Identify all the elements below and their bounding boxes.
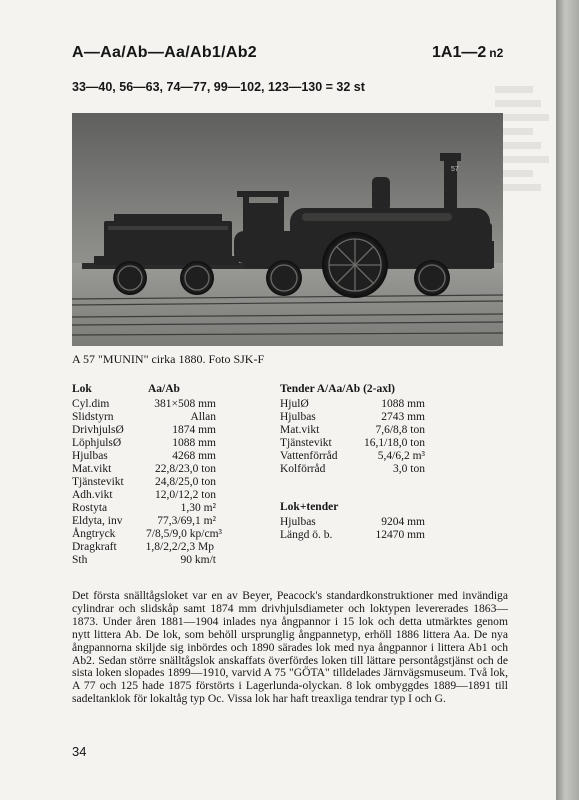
axle-suffix: n2 (489, 46, 504, 60)
spec-value: 7/8,5/9,0 kp/cm³ (146, 528, 222, 540)
spec-label: LöphjulsØ (72, 437, 122, 449)
spec-value: Allan (190, 411, 216, 423)
table-row (72, 476, 216, 489)
spec-label: Hjulbas (280, 411, 316, 423)
table-row (280, 411, 425, 424)
spec-value: 5,4/6,2 m³ (377, 450, 425, 462)
table-row (72, 541, 214, 554)
table-row (72, 463, 216, 476)
description-paragraph: Det första snälltågsloket var en av Beyer, Peacock's standardkonstruktioner med invändiga cylindrar och slidskåp samt 1874 mm drivhjulsdiameter och loktypen levererades 1863—1873. Under åren 1881—1904 inlades nya ångpannor i 15 lok och detta utmärktes genom nytt littera Ab. De lok, som behöll ursprunglig ångpannetyp, erhöll 1886 littera Aa. De nya ångpannorna skiljde sig inbördes och 1890 särades lok med nya ångpannor i littera Ab1 och Ab2. Sedan större snälltågslok anskaffats överfördes loken till lättare persontågstjänst och de sista loken slopades 1899—1910, varvid A 75 "GÖTA" tilldelades Järnvägsmuseum. Två lok, A 77 och 125 hade 1875 förstörts i Lagerlunda-olyckan. 8 lok ombyggdes 1889—1891 till sadeltanklok för lokaltåg typ Oc. Vissa lok har haft treaxliga tendrar typ I och G. (72, 589, 508, 706)
spec-label: DrivhjulsØ (72, 424, 124, 436)
show-through-line (495, 100, 541, 107)
table-row (72, 528, 222, 541)
spec-label: Slidstyrn (72, 411, 114, 423)
spec-label: Kolförråd (280, 463, 326, 475)
spec-label: Hjulbas (72, 450, 108, 462)
axle-arrangement (432, 44, 503, 62)
spec-value: 1088 mm (381, 398, 425, 410)
spec-value: 1088 mm (172, 437, 216, 449)
spec-label: HjulØ (280, 398, 309, 410)
spec-value: 9204 mm (381, 516, 425, 528)
table-row (72, 398, 216, 411)
spec-value: 1,30 m² (180, 502, 216, 514)
spec-label: Cyl.dim (72, 398, 110, 410)
spec-value: 16,1/18,0 ton (363, 437, 425, 449)
book-binding-edge (556, 0, 579, 800)
table-row (280, 437, 425, 450)
show-through-line (495, 156, 549, 163)
smokebox-number: 57 (451, 166, 459, 173)
lok-table-header: Lok (72, 383, 92, 395)
table-row (280, 463, 425, 476)
show-through-line (495, 86, 533, 93)
spec-value: 7,6/8,8 ton (375, 424, 425, 436)
table-row (72, 424, 216, 437)
spec-value: 2743 mm (381, 411, 425, 423)
spec-label: Längd ö. b. (280, 529, 333, 541)
spec-label: Ångtryck (72, 528, 116, 540)
table-row (72, 554, 216, 567)
locomotive-photo (72, 113, 503, 346)
spec-label: Tjänstevikt (280, 437, 332, 449)
spec-label: Vattenförråd (280, 450, 338, 462)
spec-value: 90 km/t (180, 554, 216, 566)
spec-value: 12,0/12,2 ton (154, 489, 216, 501)
table-row (280, 450, 425, 463)
spec-label: Dragkraft (72, 541, 117, 553)
lok-tender-heading: Lok+tender (280, 501, 339, 513)
tender-table-heading: Tender A/Aa/Ab (2-axl) (280, 383, 396, 395)
table-row (72, 437, 216, 450)
spec-value: 1,8/2,2/2,3 Mp (145, 541, 214, 553)
spec-label: Eldyta, inv (72, 515, 123, 527)
table-row (280, 398, 425, 411)
table-row (72, 450, 216, 463)
table-row (280, 424, 425, 437)
axle-code: 1A1—2 (432, 44, 487, 61)
class-title: A—Aa/Ab—Aa/Ab1/Ab2 (72, 44, 257, 61)
table-row (72, 502, 216, 515)
spec-label: Sth (72, 554, 88, 566)
table-row (280, 516, 425, 529)
table-row (72, 515, 216, 528)
spec-label: Mat.vikt (280, 424, 320, 436)
photo-caption: A 57 "MUNIN" cirka 1880. Foto SJK-F (72, 352, 265, 366)
spec-value: 22,8/23,0 ton (154, 463, 216, 475)
table-row (72, 489, 216, 502)
spec-label: Adh.vikt (72, 489, 113, 501)
locomotive-numbers: 33—40, 56—63, 74—77, 99—102, 123—130 = 32 st (72, 80, 365, 94)
table-row (72, 411, 216, 424)
spec-value: 77,3/69,1 m² (157, 515, 216, 527)
spec-label: Hjulbas (280, 516, 316, 528)
spec-value: 24,8/25,0 ton (154, 476, 216, 488)
page-number: 34 (72, 744, 87, 759)
spec-value: 4268 mm (172, 450, 216, 462)
table-row (280, 529, 425, 542)
spec-value: 1874 mm (172, 424, 216, 436)
spec-value: 3,0 ton (393, 463, 425, 475)
spec-label: Rostyta (72, 502, 108, 514)
spec-label: Mat.vikt (72, 463, 112, 475)
lok-table-class-header: Aa/Ab (148, 383, 180, 395)
spec-value: 12470 mm (375, 529, 425, 541)
spec-value: 381×508 mm (154, 398, 216, 410)
spec-label: Tjänstevikt (72, 476, 124, 488)
show-through-line (495, 114, 549, 121)
